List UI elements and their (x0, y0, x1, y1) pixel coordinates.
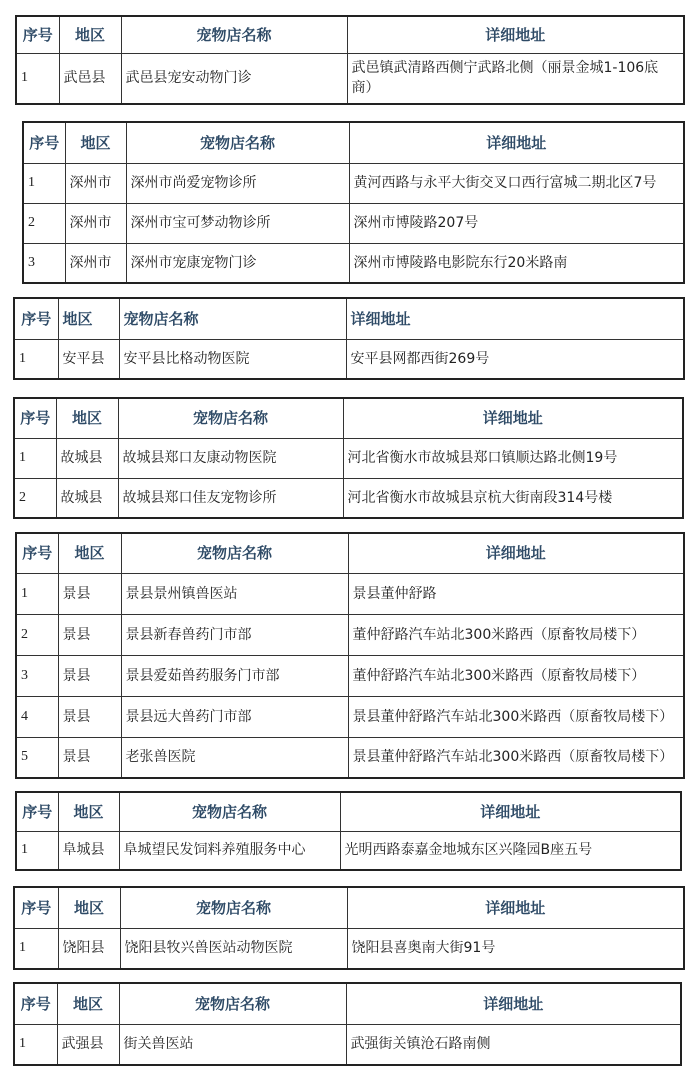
cell-store-name: 深州市尚爱宠物诊所 (126, 163, 349, 203)
cell-region: 景县 (58, 614, 121, 655)
cell-store-name: 景县远大兽药门市部 (121, 696, 348, 737)
header-region: 地区 (57, 983, 119, 1024)
cell-region: 景县 (58, 696, 121, 737)
table-row (16, 831, 681, 870)
cell-store-name: 故城县郑口友康动物医院 (118, 438, 343, 478)
pet-store-table (13, 297, 685, 380)
header-store-name: 宠物店名称 (118, 398, 343, 438)
header-row (16, 16, 684, 53)
table-row (14, 928, 684, 969)
header-store-name: 宠物店名称 (119, 298, 346, 339)
pet-store-table (13, 982, 682, 1066)
header-address: 详细地址 (340, 792, 681, 831)
cell-index: 2 (16, 614, 58, 655)
header-index: 序号 (14, 298, 58, 339)
cell-store-name: 饶阳县牧兴兽医站动物医院 (120, 928, 347, 969)
header-store-name: 宠物店名称 (119, 983, 346, 1024)
header-region: 地区 (58, 298, 119, 339)
header-address: 详细地址 (349, 122, 684, 163)
cell-region: 安平县 (58, 339, 119, 379)
cell-store-name: 武邑县宠安动物门诊 (121, 53, 347, 104)
cell-store-name: 阜城望民发饲料养殖服务中心 (119, 831, 340, 870)
table-row (14, 438, 683, 478)
cell-store-name: 深州市宝可梦动物诊所 (126, 203, 349, 243)
cell-address: 深州市博陵路207号 (349, 203, 684, 243)
header-index: 序号 (14, 887, 58, 928)
cell-region: 深州市 (65, 163, 126, 203)
header-row (14, 298, 684, 339)
header-row (14, 398, 683, 438)
header-store-name: 宠物店名称 (121, 16, 347, 53)
cell-address: 黄河西路与永平大街交叉口西行富城二期北区7号 (349, 163, 684, 203)
cell-address: 景县董仲舒路汽车站北300米路西（原畜牧局楼下） (348, 696, 684, 737)
cell-address: 河北省衡水市故城县京杭大街南段314号楼 (343, 478, 683, 518)
header-address: 详细地址 (347, 887, 684, 928)
table-row (16, 53, 684, 104)
header-row (16, 792, 681, 831)
header-row (14, 887, 684, 928)
header-region: 地区 (58, 887, 120, 928)
cell-region: 饶阳县 (58, 928, 120, 969)
cell-index: 3 (23, 243, 65, 283)
cell-region: 故城县 (56, 438, 118, 478)
header-store-name: 宠物店名称 (121, 533, 348, 573)
cell-address: 安平县网都西街269号 (346, 339, 684, 379)
header-row (16, 533, 684, 573)
cell-address: 河北省衡水市故城县郑口镇顺达路北侧19号 (343, 438, 683, 478)
cell-index: 3 (16, 655, 58, 696)
cell-region: 阜城县 (58, 831, 119, 870)
cell-index: 1 (14, 928, 58, 969)
header-row (14, 983, 681, 1024)
cell-index: 1 (14, 438, 56, 478)
cell-store-name: 景县新春兽药门市部 (121, 614, 348, 655)
cell-index: 1 (23, 163, 65, 203)
cell-index: 4 (16, 696, 58, 737)
table-row (23, 163, 684, 203)
pet-store-table (22, 121, 685, 284)
cell-address: 光明西路泰嘉金地城东区兴隆园B座五号 (340, 831, 681, 870)
cell-address: 饶阳县喜奥南大街91号 (347, 928, 684, 969)
table-row (14, 1024, 681, 1065)
header-index: 序号 (16, 792, 58, 831)
header-index: 序号 (14, 398, 56, 438)
header-store-name: 宠物店名称 (126, 122, 349, 163)
cell-index: 1 (16, 53, 59, 104)
cell-index: 1 (16, 831, 58, 870)
header-region: 地区 (56, 398, 118, 438)
cell-address: 武强街关镇沧石路南侧 (346, 1024, 681, 1065)
header-index: 序号 (23, 122, 65, 163)
cell-region: 深州市 (65, 243, 126, 283)
header-address: 详细地址 (348, 533, 684, 573)
header-address: 详细地址 (346, 983, 681, 1024)
header-region: 地区 (58, 533, 121, 573)
cell-index: 1 (14, 339, 58, 379)
header-store-name: 宠物店名称 (120, 887, 347, 928)
cell-index: 5 (16, 737, 58, 778)
table-row (14, 478, 683, 518)
cell-region: 故城县 (56, 478, 118, 518)
pet-store-table (15, 15, 685, 105)
cell-store-name: 景县景州镇兽医站 (121, 573, 348, 614)
header-region: 地区 (59, 16, 121, 53)
header-region: 地区 (58, 792, 119, 831)
header-index: 序号 (16, 16, 59, 53)
cell-index: 2 (23, 203, 65, 243)
table-row (16, 614, 684, 655)
table-row (14, 339, 684, 379)
header-address: 详细地址 (343, 398, 683, 438)
cell-region: 武强县 (57, 1024, 119, 1065)
header-address: 详细地址 (346, 298, 684, 339)
cell-region: 景县 (58, 655, 121, 696)
cell-address: 深州市博陵路电影院东行20米路南 (349, 243, 684, 283)
table-row (23, 243, 684, 283)
header-region: 地区 (65, 122, 126, 163)
cell-address: 景县董仲舒路 (348, 573, 684, 614)
cell-index: 1 (14, 1024, 57, 1065)
cell-region: 武邑县 (59, 53, 121, 104)
cell-address: 董仲舒路汽车站北300米路西（原畜牧局楼下） (348, 655, 684, 696)
cell-index: 2 (14, 478, 56, 518)
cell-store-name: 安平县比格动物医院 (119, 339, 346, 379)
cell-store-name: 深州市宠康宠物门诊 (126, 243, 349, 283)
cell-region: 景县 (58, 737, 121, 778)
table-row (16, 696, 684, 737)
cell-region: 深州市 (65, 203, 126, 243)
header-address: 详细地址 (347, 16, 684, 53)
cell-address: 景县董仲舒路汽车站北300米路西（原畜牧局楼下） (348, 737, 684, 778)
table-row (23, 203, 684, 243)
pet-store-table (15, 791, 682, 871)
cell-store-name: 街关兽医站 (119, 1024, 346, 1065)
header-index: 序号 (14, 983, 57, 1024)
table-row (16, 573, 684, 614)
pet-store-table (15, 532, 685, 779)
cell-store-name: 景县爱茹兽药服务门市部 (121, 655, 348, 696)
table-row (16, 655, 684, 696)
header-store-name: 宠物店名称 (119, 792, 340, 831)
header-row (23, 122, 684, 163)
cell-address: 董仲舒路汽车站北300米路西（原畜牧局楼下） (348, 614, 684, 655)
pet-store-table (13, 397, 684, 519)
cell-index: 1 (16, 573, 58, 614)
header-index: 序号 (16, 533, 58, 573)
table-row (16, 737, 684, 778)
cell-store-name: 老张兽医院 (121, 737, 348, 778)
cell-address: 武邑镇武清路西侧宁武路北侧（丽景金城1-106底商） (347, 53, 684, 104)
pet-store-table (13, 886, 685, 970)
cell-store-name: 故城县郑口佳友宠物诊所 (118, 478, 343, 518)
cell-region: 景县 (58, 573, 121, 614)
